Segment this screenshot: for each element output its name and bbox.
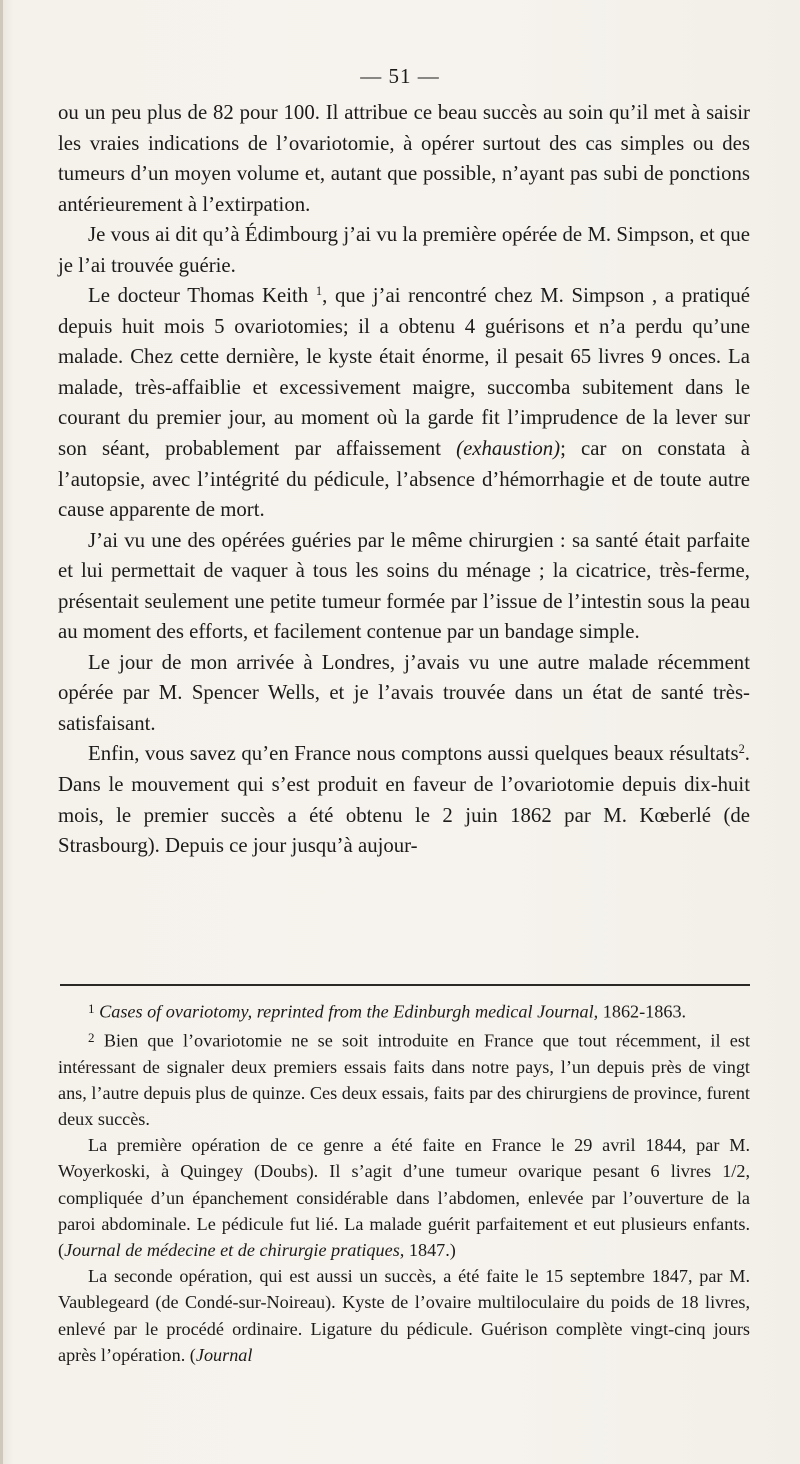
paragraph-6-text-a: Enfin, vous savez qu’en France nous comptons aussi quelques beaux résultats xyxy=(88,742,739,766)
paragraph-4: J’ai vu une des opérées guéries par le même chirurgien : sa santé était parfaite et lui permettait de vaquer à tous les soins du ménage ; la cicatrice, très-ferme, présentait seulement une petite tumeur formée par l’issue de l’intestin sous la peau au moment des efforts, et facilement contenue par un bandage simple. xyxy=(58,528,750,644)
footnote-2-para-2-text: La première opération de ce genre a été faite en France le 29 avril 1844, par M. Woyerkoski, à Quingey (Doubs). Il s’agit d’une tumeur ovarique pesant 6 livres 1/2, compliquée d’un épanchement considérable dans l’abdomen, enlevée par l’ouverture de la paroi abdominale. Le pédicule fut lié. La malade guérit parfaitement et eut plusieurs enfants. ( xyxy=(58,1135,750,1260)
footnote-2-para-3-journal: Journal xyxy=(195,1344,253,1365)
footnote-ref-2: 2 xyxy=(738,742,745,757)
footnote-separator xyxy=(60,984,750,986)
paragraph-5: Le jour de mon arrivée à Londres, j’avais vu une autre malade récemment opérée par M. Spencer Wells, et je l’avais trouvée dans un état de santé très-satisfaisant. xyxy=(58,650,750,735)
footnote-2-para-3 xyxy=(58,1263,750,1368)
paragraph-3-text-c: ; car on constata à l’autopsie, avec l’intégrité du pédicule, l’absence d’hémorrhagie et de toute autre cause apparente de mort. xyxy=(58,437,750,522)
paragraph-1: ou un peu plus de 82 pour 100. Il attribue ce beau succès au soin qu’il met à saisir les vraies indications de l’ovariotomie, à opérer surtout des cas simples ou des tumeurs d’un moyen volume et, autant que possible, n’ayant pas subi de ponctions antérieurement à l’extirpation. xyxy=(58,101,750,216)
footnote-2-mark: 2 xyxy=(88,1029,95,1045)
footnote-2-para-2 xyxy=(58,1132,750,1263)
footnote-2-para-2-year: 1847.) xyxy=(404,1239,456,1260)
page-edge-shadow xyxy=(0,0,3,1464)
footnote-1 xyxy=(58,996,750,1025)
footnote-1-mark: 1 xyxy=(88,1001,95,1016)
paragraph-3 xyxy=(58,281,750,525)
footnote-ref-1: 1 xyxy=(315,284,323,299)
footnote-1-years: 1862-1863. xyxy=(598,1001,687,1022)
paragraph-3-text-a: Le docteur Thomas Keith xyxy=(88,284,316,308)
footnote-2 xyxy=(58,1025,750,1132)
footnote-2-para-3-text: La seconde opération, qui est aussi un succès, a été faite le 15 septembre 1847, par M. Vaublegeard (de Condé-sur-Noireau). Kyste de l’ovaire multiloculaire du poids de 18 livres, enlevé par le procédé ordinaire. Ligature du pédicule. Guérison complète vingt-cinq jours après l’opération. ( xyxy=(58,1266,750,1365)
footnote-2-text: Bien que l’ovariotomie ne se soit introduite en France que tout récemment, il est intéressant de signaler deux premiers essais faits dans notre pays, l’un depuis près de vingt ans, l’autre depuis plus de quinze. Ces deux essais, faits par des chirurgiens de province, furent deux succès. xyxy=(58,1030,750,1129)
paragraph-6-text-b: . Dans le mouvement qui s’est produit en faveur de l’ovariotomie depuis dix-huit mois, le premier succès a été obtenu le 2 juin 1862 par M. Kœberlé (de Strasbourg). Depuis ce jour jusqu’à aujour- xyxy=(58,742,750,858)
footnote-2-para-2-journal: Journal de médecine et de chirurgie pratiques, xyxy=(64,1239,405,1260)
page-number: — 51 — xyxy=(360,64,440,88)
paragraph-3-italic-term: (exhaustion) xyxy=(456,437,561,461)
footnotes xyxy=(58,996,750,1368)
paragraph-2: Je vous ai dit qu’à Édimbourg j’ai vu la première opérée de M. Simpson, et que je l’ai trouvée guérie. xyxy=(58,223,750,277)
footnote-1-citation: Cases of ovariotomy, reprinted from the Edinburgh medical Journal, xyxy=(99,1001,599,1022)
paragraph-3-text-b: , que j’ai rencontré chez M. Simpson , a pratiqué depuis huit mois 5 ovariotomies; il a obtenu 4 guérisons et n’a perdu qu’une malade. Chez cette dernière, le kyste était énorme, il pesait 65 livres 9 onces. La malade, très-affaiblie et excessivement maigre, succomba subitement dans le courant du premier jour, au moment où la garde fit l’imprudence de la lever sur son séant, probablement par affaissement xyxy=(58,284,750,461)
main-text xyxy=(58,98,750,862)
paragraph-6 xyxy=(58,739,750,861)
